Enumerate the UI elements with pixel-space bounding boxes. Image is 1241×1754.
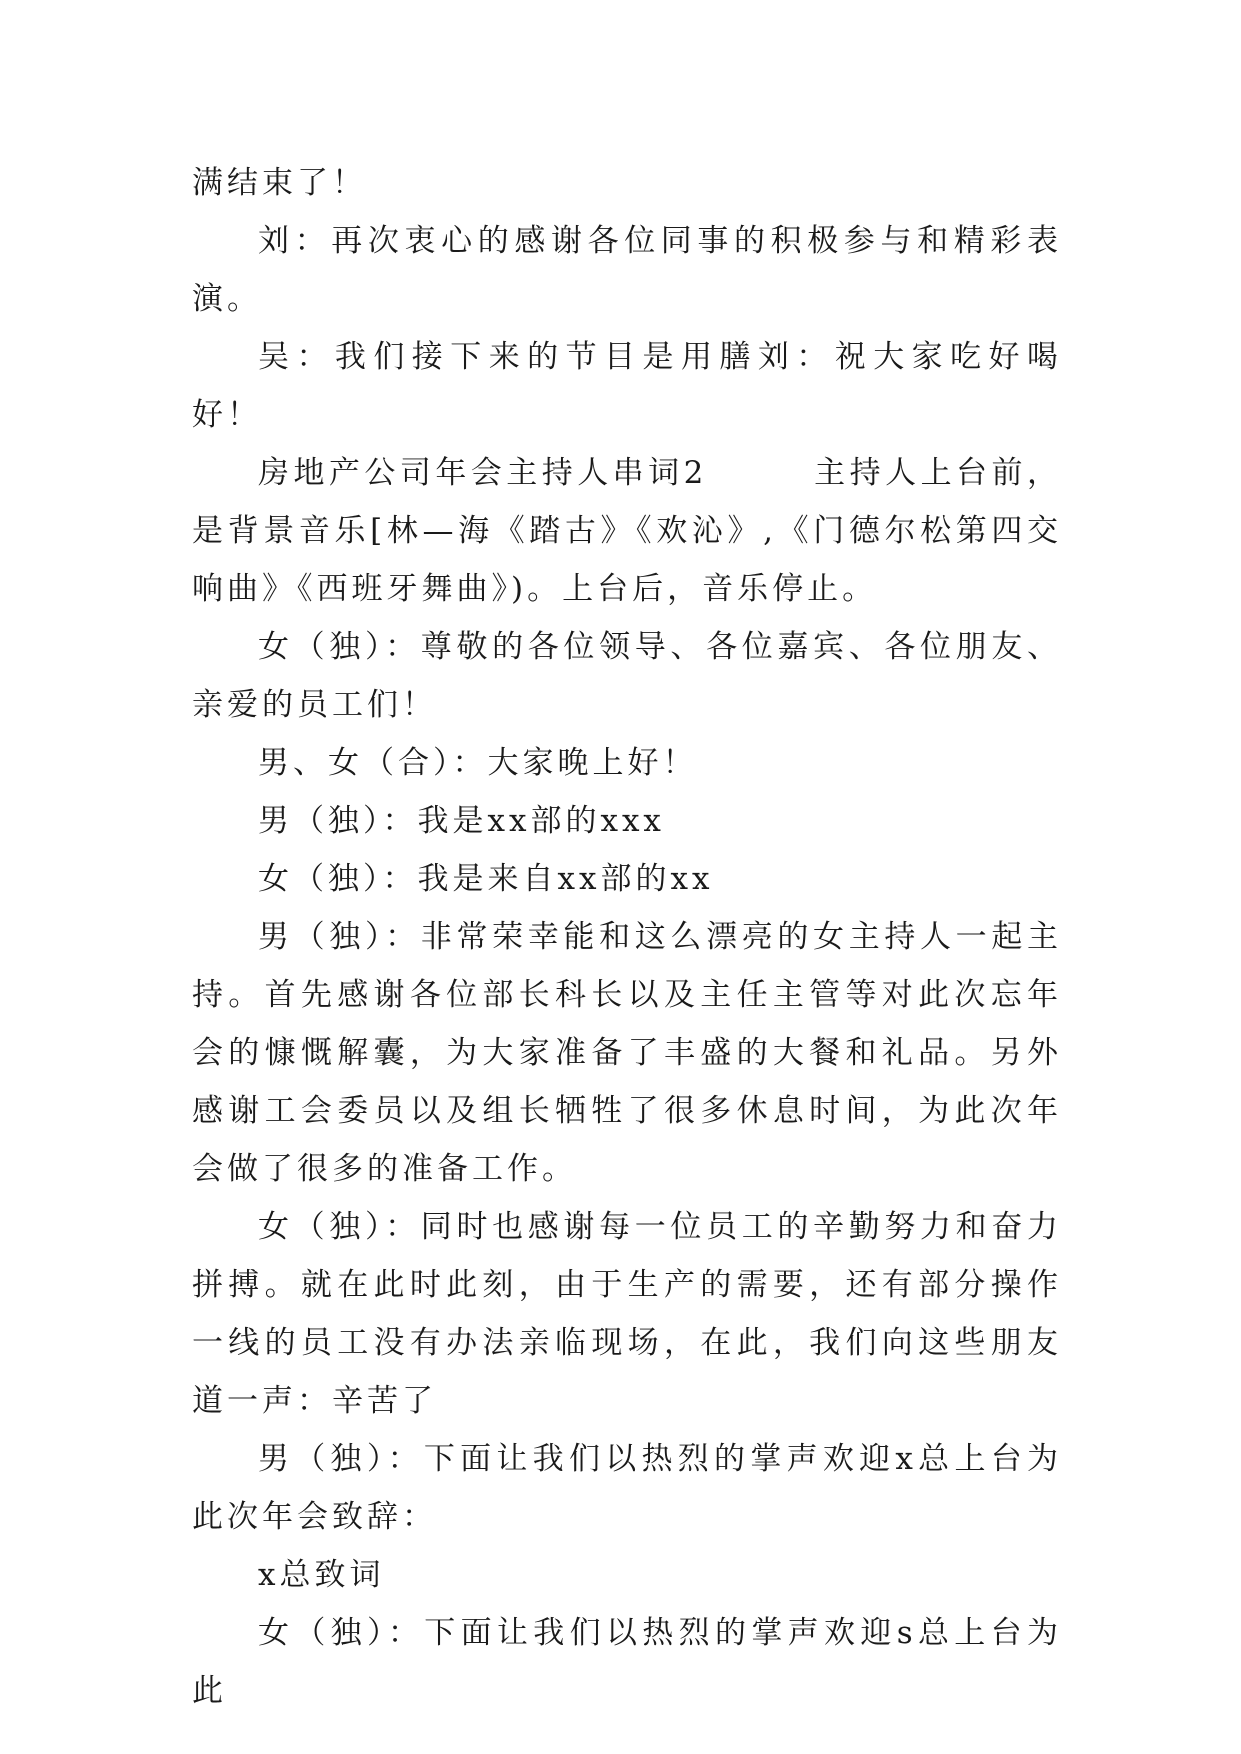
paragraph: 吴：我们接下来的节目是用膳刘：祝大家吃好喝好！ [192, 339, 1062, 433]
document-body [192, 154, 1062, 1720]
paragraph: x总致词 [258, 1557, 385, 1593]
paragraph: 刘：再次衷心的感谢各位同事的积极参与和精彩表演。 [192, 223, 1062, 317]
paragraph: 房地产公司年会主持人串词2 主持人上台前，是背景音乐[林—海《踏古》《欢沁》,《门德尔松第四交响曲》《西班牙舞曲》)。上台后，音乐停止。 [192, 455, 1062, 607]
paragraph: 男（独）：非常荣幸能和这么漂亮的女主持人一起主持。首先感谢各位部长科长以及主任主管等对此次忘年会的慷慨解囊，为大家准备了丰盛的大餐和礼品。另外感谢工会委员以及组长牺牲了很多休息时间，为此次年会做了很多的准备工作。 [192, 919, 1062, 1187]
paragraph: 男（独）：我是xx部的xxx [258, 803, 665, 839]
paragraph: 男（独）：下面让我们以热烈的掌声欢迎x总上台为此次年会致辞： [192, 1441, 1062, 1535]
paragraph: 女（独）：尊敬的各位领导、各位嘉宾、各位朋友、亲爱的员工们！ [192, 629, 1062, 723]
paragraph: 满结束了！ [192, 165, 367, 201]
paragraph: 女（独）：同时也感谢每一位员工的辛勤努力和奋力拼搏。就在此时此刻，由于生产的需要，还有部分操作一线的员工没有办法亲临现场，在此，我们向这些朋友道一声：辛苦了 [192, 1209, 1062, 1419]
paragraph: 女（独）：我是来自xx部的xx [258, 861, 714, 897]
paragraph: 女（独）：下面让我们以热烈的掌声欢迎s总上台为此 [192, 1615, 1062, 1709]
paragraph: 男、女（合）：大家晚上好！ [258, 745, 698, 781]
